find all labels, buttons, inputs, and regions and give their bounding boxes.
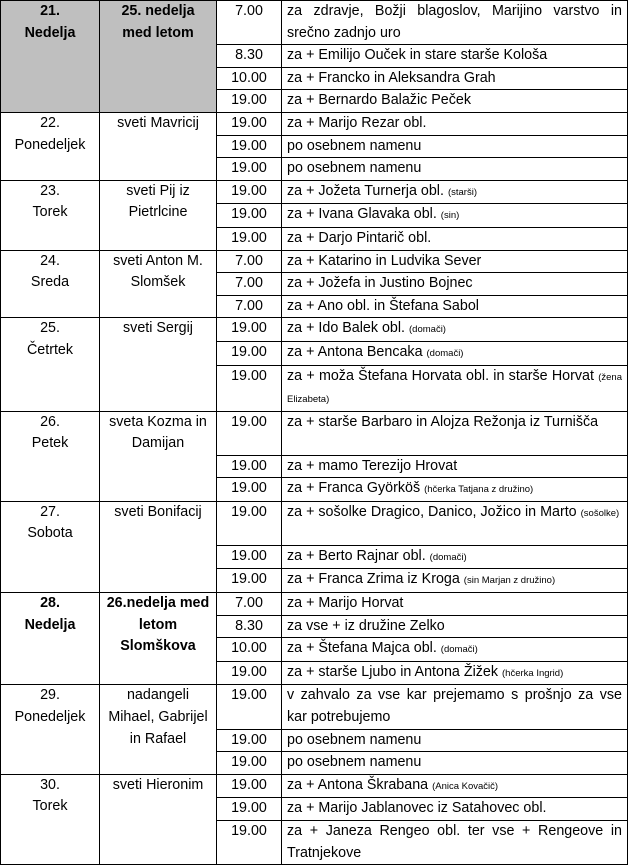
day-cell [1, 411, 100, 501]
mass-time: 19.00 [217, 685, 282, 729]
mass-time: 7.00 [217, 1, 282, 45]
intention-text: za + Štefana Majca obl. [287, 640, 437, 657]
day-weekday: Torek [32, 204, 68, 221]
mass-time: 8.30 [217, 615, 282, 638]
mass-time: 7.00 [217, 593, 282, 616]
mass-time: 19.00 [217, 90, 282, 113]
day-weekday: Ponedeljek [14, 136, 86, 153]
mass-intention [282, 638, 628, 662]
mass-time: 7.00 [217, 295, 282, 318]
intention-text: za + moža Štefana Horvata obl. in starše Horvat [287, 367, 594, 384]
feast-name: sveta Kozma in Damijan [100, 411, 217, 501]
schedule-row [1, 318, 628, 342]
mass-time: 19.00 [217, 158, 282, 181]
mass-intention [282, 729, 628, 752]
mass-intention [282, 661, 628, 685]
mass-time: 19.00 [217, 135, 282, 158]
intention-text: za + Bernardo Balažic Peček [287, 92, 471, 109]
mass-intention [282, 1, 628, 45]
intention-text: za vse + iz družine Zelko [287, 617, 445, 634]
intention-donor-note: (hčerka Tatjana z družino) [424, 484, 534, 496]
day-date: 22. [40, 114, 60, 131]
intention-text: za + Franca Zrima iz Kroga [287, 571, 460, 588]
mass-time: 19.00 [217, 774, 282, 798]
day-cell [1, 593, 100, 685]
mass-intention [282, 250, 628, 273]
mass-intention [282, 774, 628, 798]
day-cell [1, 774, 100, 864]
day-weekday: Ponedeljek [14, 709, 86, 726]
mass-intention [282, 90, 628, 113]
mass-time: 19.00 [217, 365, 282, 411]
mass-intention [282, 67, 628, 90]
intention-donor-note: (domači) [426, 347, 464, 359]
intention-donor-note: (sin) [440, 210, 460, 222]
intention-donor-note: (hčerka Ingrid) [502, 667, 564, 679]
mass-intention [282, 341, 628, 365]
intention-text: za + Franca Györköš [287, 480, 421, 497]
feast-name: nadangeli Mihael, Gabrijel in Rafael [100, 685, 217, 774]
intention-text: za + Berto Rajnar obl. [287, 547, 426, 564]
mass-time: 19.00 [217, 501, 282, 545]
day-cell [1, 318, 100, 411]
feast-name: sveti Pij iz Pietrlcine [100, 180, 217, 250]
schedule-row [1, 411, 628, 455]
intention-donor-note: (domači) [440, 644, 478, 656]
mass-intention [282, 798, 628, 821]
intention-text: za + Darjo Pintarič obl. [287, 229, 432, 246]
mass-intention [282, 455, 628, 478]
schedule-row [1, 112, 628, 135]
mass-time: 19.00 [217, 545, 282, 569]
day-weekday: Sobota [27, 525, 73, 542]
mass-time: 19.00 [217, 112, 282, 135]
mass-intention [282, 478, 628, 502]
intention-text: za + Jožeta Turnerja obl. [287, 182, 444, 199]
day-cell [1, 180, 100, 250]
intention-donor-note: (starši) [447, 186, 477, 198]
mass-intention [282, 752, 628, 775]
mass-time: 19.00 [217, 411, 282, 455]
intention-text: za + Ano obl. in Štefana Sabol [287, 297, 479, 314]
day-date: 25. [40, 320, 60, 337]
mass-time: 8.30 [217, 45, 282, 68]
mass-time: 10.00 [217, 67, 282, 90]
mass-intention [282, 569, 628, 593]
intention-text: za + Marijo Rezar obl. [287, 114, 427, 131]
mass-time: 19.00 [217, 661, 282, 685]
day-cell [1, 501, 100, 592]
intention-donor-note: (domači) [409, 324, 446, 336]
intention-text: za + mamo Terezijo Hrovat [287, 457, 458, 474]
intention-donor-note: (Anica Kovačič) [432, 780, 499, 792]
intention-donor-note: (sošolke) [580, 507, 620, 519]
intention-text: po osebnem namenu [287, 160, 422, 177]
intention-text: po osebnem namenu [287, 137, 422, 154]
feast-name: sveti Anton M. Slomšek [100, 250, 217, 318]
feast-name: sveti Sergij [100, 318, 217, 411]
intention-donor-note: (sin Marjan z družino) [463, 575, 556, 587]
intention-text: za + Janeza Rengeo obl. ter vse + Rengeove in Tratnjekove [287, 823, 622, 861]
mass-intention [282, 295, 628, 318]
day-date: 23. [40, 182, 60, 199]
mass-intention [282, 593, 628, 616]
mass-time: 10.00 [217, 638, 282, 662]
schedule-body [1, 1, 628, 865]
intention-text: za + Marijo Jablanovec iz Satahovec obl. [287, 800, 547, 817]
day-weekday: Nedelja [24, 24, 76, 41]
intention-text: za + Ivana Glavaka obl. [287, 206, 437, 223]
schedule-row [1, 180, 628, 204]
feast-name: sveti Mavricij [100, 112, 217, 180]
mass-intention [282, 821, 628, 865]
mass-intention [282, 227, 628, 250]
day-cell [1, 112, 100, 180]
mass-time: 19.00 [217, 204, 282, 228]
intention-text: za zdravje, Božji blagoslov, Marijino varstvo in srečno zadnjo uro [287, 3, 622, 41]
mass-intention [282, 204, 628, 228]
mass-time: 19.00 [217, 318, 282, 342]
intention-donor-note: (žena Elizabeta) [287, 371, 622, 406]
intention-text: za + Antona Škrabana [287, 776, 429, 793]
mass-intention [282, 158, 628, 181]
day-cell [1, 250, 100, 318]
schedule-row [1, 1, 628, 45]
day-weekday: Torek [32, 798, 68, 815]
mass-intention [282, 411, 628, 455]
mass-intention [282, 112, 628, 135]
schedule-row [1, 593, 628, 616]
mass-intention [282, 45, 628, 68]
intention-text: za + Katarino in Ludvika Sever [287, 252, 482, 269]
mass-time: 19.00 [217, 798, 282, 821]
intention-donor-note: (domači) [429, 551, 467, 563]
intention-text: v zahvalo za vse kar prejemamo s prošnjo za vse kar potrebujemo [287, 687, 622, 726]
day-weekday: Nedelja [24, 616, 76, 633]
mass-intention [282, 545, 628, 569]
intention-text: za + starše Ljubo in Antona Žižek [287, 663, 499, 680]
schedule-row [1, 685, 628, 729]
mass-time: 19.00 [217, 341, 282, 365]
mass-time: 19.00 [217, 478, 282, 502]
feast-name: 26.nedelja med letom Slomškova [100, 593, 217, 685]
day-date: 28. [40, 595, 60, 612]
mass-intention [282, 135, 628, 158]
intention-text: za + Marijo Horvat [287, 595, 404, 612]
mass-time: 19.00 [217, 821, 282, 865]
day-weekday: Sreda [30, 274, 70, 291]
intention-text: po osebnem namenu [287, 754, 422, 771]
mass-time: 7.00 [217, 250, 282, 273]
schedule-row [1, 250, 628, 273]
intention-text: za + Ido Balek obl. [287, 320, 406, 337]
schedule-row [1, 501, 628, 545]
mass-time: 19.00 [217, 455, 282, 478]
mass-intention [282, 501, 628, 545]
intention-text: za + Antona Bencaka [287, 343, 423, 360]
intention-text: po osebnem namenu [287, 731, 422, 748]
feast-name: sveti Bonifacij [100, 501, 217, 592]
day-cell [1, 1, 100, 113]
feast-name: sveti Hieronim [100, 774, 217, 864]
day-date: 21. [40, 3, 60, 19]
day-date: 30. [40, 776, 60, 793]
mass-intention [282, 273, 628, 296]
day-date: 27. [40, 503, 60, 520]
mass-intention [282, 365, 628, 411]
mass-time: 19.00 [217, 180, 282, 204]
schedule-row [1, 774, 628, 798]
intention-text: za + Jožefa in Justino Bojnec [287, 275, 473, 292]
day-weekday: Petek [31, 435, 69, 452]
day-cell [1, 685, 100, 774]
mass-time: 7.00 [217, 273, 282, 296]
intention-text: za + sošolke Dragico, Danico, Jožico in Marto [287, 503, 577, 520]
mass-intention [282, 615, 628, 638]
day-date: 26. [40, 413, 60, 430]
day-weekday: Četrtek [26, 341, 74, 358]
day-date: 24. [40, 252, 60, 269]
mass-intention [282, 318, 628, 342]
intention-text: za + Emilijo Ouček in stare starše Kološa [287, 47, 548, 64]
mass-intention [282, 180, 628, 204]
mass-time: 19.00 [217, 729, 282, 752]
intention-text: za + starše Barbaro in Alojza Režonja iz Turnišča [287, 413, 599, 430]
intention-text: za + Francko in Aleksandra Grah [287, 69, 496, 86]
day-date: 29. [40, 687, 60, 704]
mass-time: 19.00 [217, 569, 282, 593]
mass-time: 19.00 [217, 752, 282, 775]
mass-intention [282, 685, 628, 729]
feast-name: 25. nedelja med letom [100, 1, 217, 113]
mass-time: 19.00 [217, 227, 282, 250]
